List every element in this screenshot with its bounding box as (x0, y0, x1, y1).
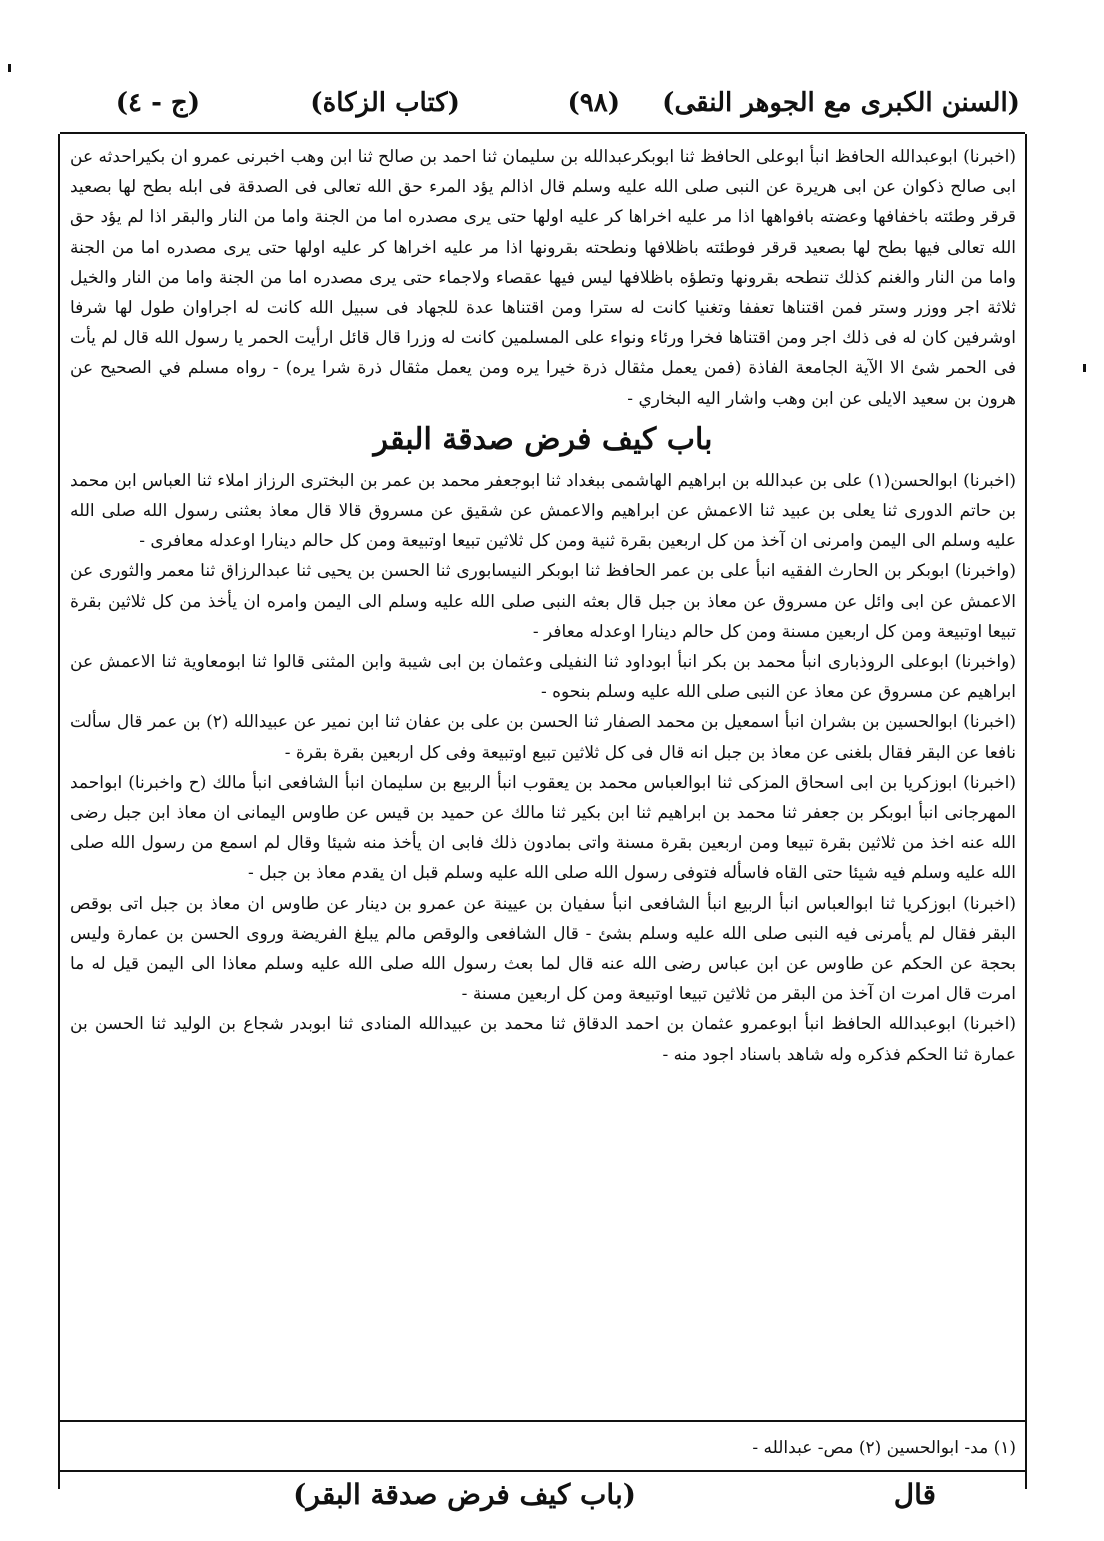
chapter-heading: باب كيف فرض صدقة البقر (373, 421, 713, 457)
frame-left-border (58, 134, 60, 1489)
paragraph: (واخبرنا) ابوبكر بن الحارث الفقيه انبأ على بن عمر الحافظ ثنا ابوبكر النيسابورى ثنا الحسن بن يحيى ثنا عبدالرزاق ثنا معمر والثورى عن الاعمش عن ابى وائل عن مسروق عن معاذ بن جبل قال بعثه النبى صلى الله عليه وسلم الى اليمن وامره ان يأخذ من كل ثلاثين بقرة تبيعا اوتبيعة ومن كل اربعين مسنة ومن كل حالم دينارا اوعدله معافر - (70, 561, 1016, 642)
footer-rule (60, 1470, 1025, 1472)
footer-label: قال (893, 1478, 936, 1511)
paragraph: (اخبرنا) ابوالحسن(١) على بن عبدالله بن ابراهيم الهاشمى ببغداد ثنا ابوجعفر محمد بن عمر بن البخترى الرزاز املاء ثنا العباس ابن محمد بن حاتم الدورى ثنا يعلى بن عبيد ثنا الاعمش عن ابراهيم والاعمش عن شقيق عن مسروق قالا قال معاذ بعثنى رسول الله صلى الله عليه وسلم الى اليمن وامرنى ان آخذ من كل اربعين بقرة ثنية ومن كل ثلاثين تبيعا اوتبيعة ومن كل حالم دينارا اوعدله معافرى - (70, 470, 1016, 552)
margin-mark (1083, 364, 1086, 372)
paragraph: (اخبرنا) ابوعبدالله الحافظ انبأ ابوعمرو عثمان بن احمد الدقاق ثنا محمد بن عبيدالله المنادى ثنا ابوبدر شجاع بن الوليد ثنا الحسن بن عمارة ثنا الحكم فذكره وله شاهد باسناد اجود منه - (70, 1014, 1016, 1065)
paragraph: (اخبرنا) ابوزكريا ثنا ابوالعباس انبأ الربيع انبأ الشافعى انبأ سفيان بن عيينة عن عمرو بن دينار عن طاوس ان معاذ بن جبل اتى بوقص البقر فقال لم يأمرنى فيه النبى صلى الله عليه وسلم بشئ - قال الشافعى والوقص مالم يبلغ الفريضة وروى الحسن بن عمارة وليس بحجة عن الحكم عن طاوس عن ابن عباس رضى الله عنه قال لما بعث رسول الله صلى الله عليه وسلم معاذا الى اليمن قيل له ما امرت قال امرت ان آخذ من البقر من ثلاثين تبيعا اوتبيعة ومن كل اربعين مسنة - (70, 893, 1016, 1005)
volume-label: (ج - ٤) (115, 88, 200, 118)
running-header (70, 88, 1020, 128)
paragraph: (واخبرنا) ابوعلى الروذبارى انبأ محمد بن بكر انبأ ابوداود ثنا النفيلى وعثمان بن ابى شيبة وابن المثنى قالوا ثنا ابومعاوية ثنا الاعمش عن ابراهيم عن مسروق عن معاذ عن النبى صلى الله عليه وسلم بنحوه - (70, 652, 1016, 703)
main-text (70, 142, 1016, 1407)
margin-mark (8, 64, 11, 72)
paragraph: (اخبرنا) ابوعبدالله الحافظ انبأ ابوعلى الحافظ ثنا ابوبكرعبدالله بن سليمان ثنا احمد بن صالح ثنا ابن وهب اخبرنى عمرو ان بكيراحدثه عن ابى صالح ذكوان عن ابى هريرة عن النبى صلى الله عليه وسلم قال اذالم يؤد المرء حق الله تعالى فى الصدقة فى ابله بطح لها بصعيد قرقر وطئته باخفافها وعضته بافواهها اذا مر عليه اخراها كر عليه اولها حتى يرى مصدره اما من الجنة واما من النار والبقر اذا لم يؤد حق الله تعالى فيها بطح لها بصعيد قرقر فوطئته باظلافها ونطحته بقرونها اذا مر عليه اخراها كر عليه اولها حتى يرى مصدره اما من الجنة واما من النار والغنم كذلك تنطحه بقرونها وتطؤه باظلافها ليس فيها عقصاء ولاجماء حتى يرى مصدره اما من الجنة واما من النار والخيل ثلاثة اجر ووزر وستر فمن اقتناها تعففا وتغنيا كانت له سترا ومن اقتناها عدة للجهاد فى سبيل الله كانت له اجراوان طول لها شرفا اوشرفين كان له فى ذلك اجر ومن اقتناها فخرا ورئاء ونواء على المسلمين كانت له وزرا قال قائل ارأيت الحمر يا رسول الله قال لم يأت فى الحمر شئ الا الآية الجامعة الفاذة (فمن يعمل مثقال ذرة خيرا يره ومن يعمل مثقال ذرة شرا يره) - رواه مسلم في الصحيح عن هرون بن سعيد الايلى عن ابن وهب واشار اليه البخاري - (70, 147, 1016, 409)
header-title: (السنن الكبرى مع الجوهر النقى) (662, 88, 1020, 118)
paragraph: (اخبرنا) ابوزكريا بن ابى اسحاق المزكى ثنا ابوالعباس محمد بن يعقوب انبأ الربيع بن سليمان انبأ الشافعى انبأ مالك (ح واخبرنا) ابواحمد المهرجانى انبأ ابوبكر بن جعفر ثنا محمد بن ابراهيم ثنا ابن بكير ثنا مالك عن حميد بن قيس عن طاوس اليمانى ان معاذ ابن جبل رضى الله عنه اخذ من ثلاثين بقرة تبيعا ومن اربعين بقرة مسنة واتى بمادون ذلك فابى ان يأخذ منه شيئا وقال لم اسمع من رسول الله صلى الله عليه وسلم فيه شيئا حتى القاه فاسأله فتوفى رسول الله صلى الله عليه وسلم قبل ان يقدم معاذ بن جبل - (70, 772, 1016, 884)
header-rule (60, 132, 1025, 134)
footnotes: (١) مد- ابوالحسين (٢) مص- عبدالله - (752, 1438, 1016, 1458)
footnote-rule (60, 1420, 1025, 1422)
footer-title: (باب كيف فرض صدقة البقر) (293, 1478, 636, 1511)
paragraph: (اخبرنا) ابوالحسين بن بشران انبأ اسمعيل بن محمد الصفار ثنا الحسن بن على بن عفان ثنا ابن نمير عن عبيدالله (٢) بن عمر قال سألت نافعا عن البقر فقال بلغنى عن معاذ بن جبل انه قال فى كل ثلاثين تبيع اوتبيعة وفى كل اربعين بقرة بقرة - (70, 712, 1016, 763)
book-title: (كتاب الزكاة) (310, 88, 460, 118)
page-number: (٩٨) (567, 88, 620, 118)
footer (70, 1478, 1016, 1528)
frame-right-border (1025, 134, 1027, 1489)
